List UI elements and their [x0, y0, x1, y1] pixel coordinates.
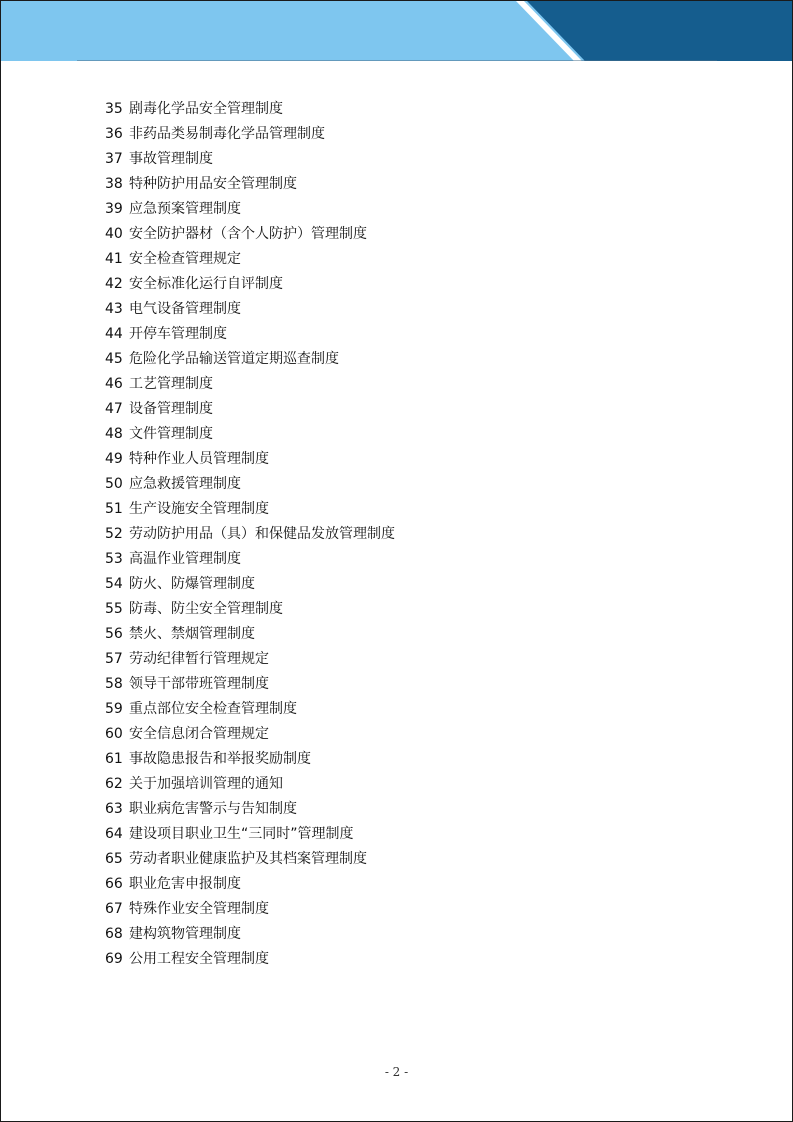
item-title: 应急救援管理制度: [129, 476, 241, 492]
item-number: 67: [105, 901, 123, 917]
item-title: 特种作业人员管理制度: [129, 451, 269, 467]
list-item: [105, 172, 705, 197]
item-title: 建设项目职业卫生“三同时”管理制度: [129, 826, 354, 842]
list-item: [105, 797, 705, 822]
item-number: 62: [105, 776, 123, 792]
list-item: [105, 222, 705, 247]
list-item: [105, 572, 705, 597]
item-number: 41: [105, 251, 123, 267]
list-item: [105, 647, 705, 672]
list-item: [105, 447, 705, 472]
list-item: [105, 747, 705, 772]
item-number: 43: [105, 301, 123, 317]
list-item: [105, 897, 705, 922]
list-item: [105, 872, 705, 897]
item-number: 42: [105, 276, 123, 292]
item-title: 生产设施安全管理制度: [129, 501, 269, 517]
item-title: 非药品类易制毒化学品管理制度: [129, 126, 325, 142]
item-number: 39: [105, 201, 123, 217]
item-title: 建构筑物管理制度: [129, 926, 241, 942]
item-number: 38: [105, 176, 123, 192]
item-number: 54: [105, 576, 123, 592]
item-number: 47: [105, 401, 123, 417]
item-number: 66: [105, 876, 123, 892]
list-item: [105, 347, 705, 372]
regulation-list: [105, 97, 705, 972]
item-number: 50: [105, 476, 123, 492]
item-number: 52: [105, 526, 123, 542]
item-title: 高温作业管理制度: [129, 551, 241, 567]
item-title: 危险化学品输送管道定期巡查制度: [129, 351, 339, 367]
item-title: 剧毒化学品安全管理制度: [129, 101, 283, 117]
item-number: 64: [105, 826, 123, 842]
item-title: 特种防护用品安全管理制度: [129, 176, 297, 192]
item-title: 公用工程安全管理制度: [129, 951, 269, 967]
page-number: - 2 -: [384, 1065, 409, 1079]
item-title: 禁火、禁烟管理制度: [129, 626, 255, 642]
header-band: [1, 1, 792, 61]
list-item: [105, 622, 705, 647]
item-number: 69: [105, 951, 123, 967]
item-number: 51: [105, 501, 123, 517]
item-title: 开停车管理制度: [129, 326, 227, 342]
item-number: 46: [105, 376, 123, 392]
list-item: [105, 297, 705, 322]
list-item: [105, 947, 705, 972]
list-item: [105, 397, 705, 422]
item-title: 防毒、防尘安全管理制度: [129, 601, 283, 617]
item-title: 重点部位安全检查管理制度: [129, 701, 297, 717]
item-title: 电气设备管理制度: [129, 301, 241, 317]
item-title: 文件管理制度: [129, 426, 213, 442]
list-item: [105, 147, 705, 172]
list-item: [105, 97, 705, 122]
item-number: 56: [105, 626, 123, 642]
item-title: 劳动纪律暂行管理规定: [129, 651, 269, 667]
item-title: 安全防护器材（含个人防护）管理制度: [129, 226, 367, 242]
item-title: 关于加强培训管理的通知: [129, 776, 283, 792]
list-item: [105, 547, 705, 572]
list-item: [105, 597, 705, 622]
list-item: [105, 522, 705, 547]
list-item: [105, 122, 705, 147]
item-number: 60: [105, 726, 123, 742]
list-item: [105, 197, 705, 222]
item-number: 57: [105, 651, 123, 667]
item-title: 安全信息闭合管理规定: [129, 726, 269, 742]
item-title: 事故管理制度: [129, 151, 213, 167]
list-item: [105, 422, 705, 447]
list-item: [105, 497, 705, 522]
item-number: 49: [105, 451, 123, 467]
item-number: 35: [105, 101, 123, 117]
item-title: 劳动者职业健康监护及其档案管理制度: [129, 851, 367, 867]
item-title: 特殊作业安全管理制度: [129, 901, 269, 917]
item-number: 55: [105, 601, 123, 617]
item-number: 65: [105, 851, 123, 867]
item-title: 设备管理制度: [129, 401, 213, 417]
list-item: [105, 472, 705, 497]
item-number: 44: [105, 326, 123, 342]
list-item: [105, 372, 705, 397]
item-number: 58: [105, 676, 123, 692]
item-title: 防火、防爆管理制度: [129, 576, 255, 592]
list-item: [105, 672, 705, 697]
item-title: 工艺管理制度: [129, 376, 213, 392]
list-item: [105, 722, 705, 747]
list-item: [105, 922, 705, 947]
item-title: 劳动防护用品（具）和保健品发放管理制度: [129, 526, 395, 542]
list-item: [105, 772, 705, 797]
item-title: 事故隐患报告和举报奖励制度: [129, 751, 311, 767]
list-item: [105, 822, 705, 847]
item-title: 安全检查管理规定: [129, 251, 241, 267]
item-number: 48: [105, 426, 123, 442]
list-item: [105, 247, 705, 272]
item-number: 37: [105, 151, 123, 167]
item-number: 63: [105, 801, 123, 817]
item-number: 36: [105, 126, 123, 142]
item-title: 职业危害申报制度: [129, 876, 241, 892]
item-number: 68: [105, 926, 123, 942]
item-title: 职业病危害警示与告知制度: [129, 801, 297, 817]
item-title: 领导干部带班管理制度: [129, 676, 269, 692]
item-number: 59: [105, 701, 123, 717]
item-number: 61: [105, 751, 123, 767]
header-graphic: [1, 1, 792, 61]
item-number: 53: [105, 551, 123, 567]
list-item: [105, 322, 705, 347]
item-number: 40: [105, 226, 123, 242]
item-title: 应急预案管理制度: [129, 201, 241, 217]
list-item: [105, 272, 705, 297]
item-number: 45: [105, 351, 123, 367]
list-item: [105, 847, 705, 872]
item-title: 安全标准化运行自评制度: [129, 276, 283, 292]
list-item: [105, 697, 705, 722]
